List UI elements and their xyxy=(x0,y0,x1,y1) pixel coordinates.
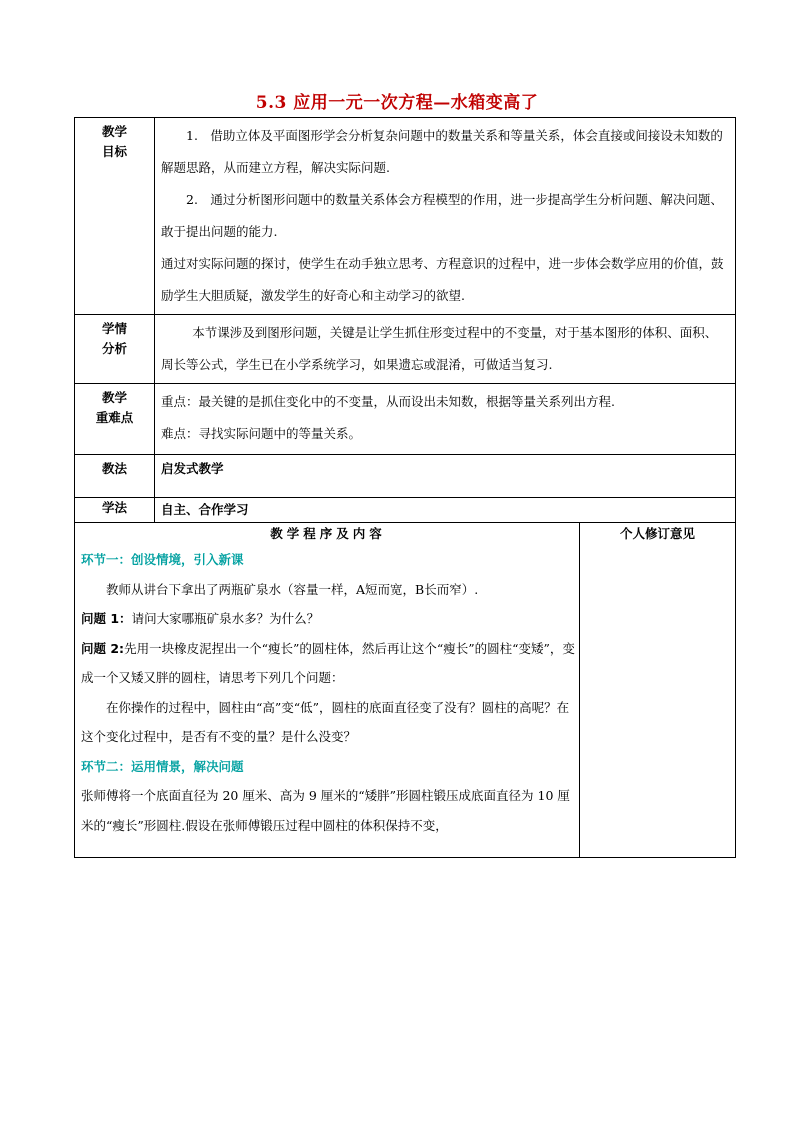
revision-header: 个人修订意见 xyxy=(620,526,696,541)
method-label: 教法 xyxy=(75,455,155,498)
program-content xyxy=(75,523,580,858)
question-2 xyxy=(81,634,575,693)
study-row xyxy=(75,498,736,523)
objectives-label-text: 教学 目标 xyxy=(101,124,127,159)
question-1-label: 问题 1： xyxy=(81,611,132,626)
document-title: 5.3 应用一元一次方程—水箱变高了 xyxy=(255,93,539,113)
analysis-row xyxy=(75,315,736,384)
program-paragraph-2: 在你操作的过程中，圆柱由“高”变“低”，圆柱的底面直径变了没有？圆柱的高呢？在这个变化过程中，是否有不变的量？是什么没变？ xyxy=(81,699,570,744)
method-row xyxy=(75,455,736,498)
study-content: 自主、合作学习 xyxy=(155,498,736,523)
question-2-label: 问题 2: xyxy=(81,640,125,656)
lesson-plan-table xyxy=(74,117,736,858)
revision-column xyxy=(580,523,736,858)
keypoints-label-text: 教学 重难点 xyxy=(95,390,134,425)
objectives-row xyxy=(75,118,736,315)
keypoints-content xyxy=(155,384,736,455)
keypoints-label xyxy=(75,384,155,455)
objective-item-2: 2. 通过分析图形问题中的数量关系体会方程模型的作用，进一步提高学生分析问题、解决问题、敢于提出问题的能力. xyxy=(161,192,723,239)
analysis-content xyxy=(155,315,736,384)
stage-2-heading: 环节二：运用情景，解决问题 xyxy=(81,758,244,774)
question-1-text: 请问大家哪瓶矿泉水多？为什么？ xyxy=(131,611,320,626)
question-1 xyxy=(81,604,575,634)
objectives-content xyxy=(155,118,736,315)
analysis-text: 本节课涉及到图形问题，关键是让学生抓住形变过程中的不变量，对于基本图形的体积、面积、周长等公式，学生已在小学系统学习，如果遗忘或混淆，可做适当复习. xyxy=(161,325,718,372)
analysis-label-text: 学情 分析 xyxy=(101,321,127,356)
keypoints-row xyxy=(75,384,736,455)
difficult-point: 难点：寻找实际问题中的等量关系。 xyxy=(161,426,362,441)
study-label: 学法 xyxy=(75,498,155,523)
method-content: 启发式教学 xyxy=(155,455,736,498)
program-header: 教学程序及内容 xyxy=(270,526,386,541)
question-2-text: 先用一块橡皮泥捏出一个“瘦长”的圆柱体，然后再让这个“瘦长”的圆柱“变矮”，变成一个又矮又胖的圆柱，请思考下列几个问题： xyxy=(81,640,575,685)
stage-1-heading: 环节一：创设情境，引入新课 xyxy=(81,552,244,567)
objective-item-3: 通过对实际问题的探讨，使学生在动手独立思考、方程意识的过程中，进一步体会数学应用的价值，鼓励学生大胆质疑，激发学生的好奇心和主动学习的欲望. xyxy=(161,256,724,303)
analysis-label xyxy=(75,315,155,384)
key-point: 重点：最关键的是抓住变化中的不变量，从而设出未知数，根据等量关系列出方程. xyxy=(161,394,615,409)
program-paragraph-1: 教师从讲台下拿出了两瓶矿泉水（容量一样，A短而宽，B长而窄）. xyxy=(106,581,479,597)
objective-item-1: 1. 借助立体及平面图形学会分析复杂问题中的数量关系和等量关系，体会直接或间接设未知数的解题思路，从而建立方程，解决实际问题. xyxy=(161,128,723,175)
program-row xyxy=(75,523,736,858)
program-paragraph-3: 张师傅将一个底面直径为 20 厘米、高为 9 厘米的“矮胖”形圆柱锻压成底面直径为 10 厘米的“瘦长”形圆柱.假设在张师傅锻压过程中圆柱的体积保持不变， xyxy=(81,788,570,833)
objectives-label xyxy=(75,118,155,315)
